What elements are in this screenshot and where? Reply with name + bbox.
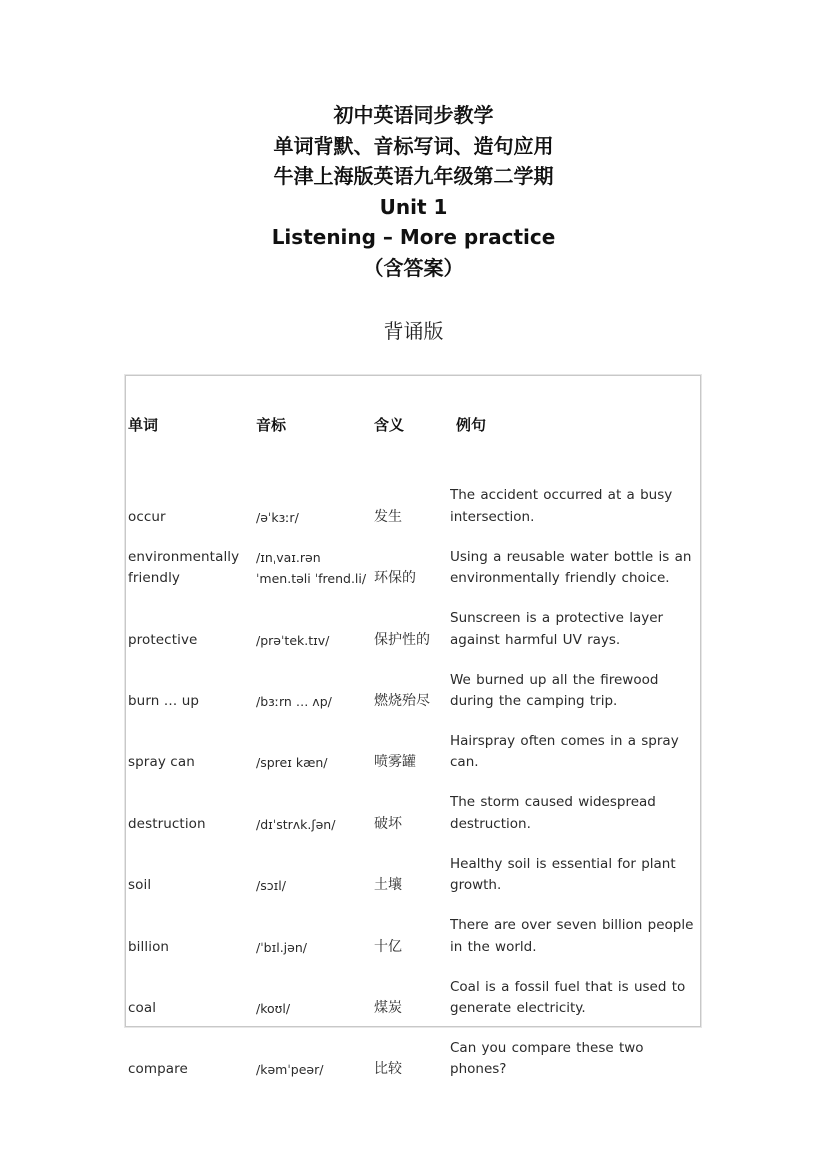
word-cell: compare bbox=[128, 1061, 188, 1078]
vocabulary-table-frame bbox=[125, 375, 701, 1078]
meaning-cell: 环保的 bbox=[374, 570, 416, 587]
phonetic-cell: /prəˈtek.tɪv/ bbox=[256, 632, 330, 648]
phonetic-cell: /bɜːrn … ʌp/ bbox=[256, 694, 332, 710]
phonetic-cell: /ˈbɪl.jən/ bbox=[256, 939, 307, 955]
word-cell: spray can bbox=[128, 754, 195, 771]
phonetic-cell: /ɪnˌvaɪ.rənˈmen.təli ˈfrend.li/ bbox=[256, 549, 367, 587]
word-cell: environmentally friendly bbox=[128, 548, 240, 587]
table-row bbox=[126, 899, 702, 960]
title-line-section: Listening – More practice bbox=[271, 225, 556, 249]
title-line-unit: Unit 1 bbox=[379, 194, 448, 219]
table-row bbox=[126, 469, 702, 530]
title-line-textbook: 牛津上海版英语九年级第二学期 bbox=[273, 164, 554, 188]
word-cell: destruction bbox=[128, 815, 206, 832]
example-cell: Using a reusable water bottle is an environmentally friendly choice. bbox=[450, 548, 692, 587]
example-cell: Hairspray often comes in a spray can. bbox=[450, 732, 679, 771]
word-cell: coal bbox=[128, 1000, 157, 1017]
example-cell: There are over seven billion people in the world. bbox=[450, 917, 694, 955]
word-cell: burn … up bbox=[128, 693, 200, 710]
meaning-cell: 破坏 bbox=[374, 815, 402, 832]
word-cell: soil bbox=[128, 877, 152, 894]
table-row bbox=[126, 715, 702, 776]
vocabulary-table bbox=[126, 376, 702, 1083]
meaning-cell: 保护性的 bbox=[374, 631, 430, 648]
table-row bbox=[126, 592, 702, 653]
title-line-course: 初中英语同步教学 bbox=[333, 103, 494, 127]
header-meaning: 含义 bbox=[374, 415, 405, 434]
word-cell: protective bbox=[128, 631, 198, 648]
phonetic-cell: /əˈkɜːr/ bbox=[256, 509, 299, 525]
table-row bbox=[126, 776, 702, 837]
version-subtitle: 背诵版 bbox=[383, 319, 444, 343]
example-cell: We burned up all the firewood during the camping trip. bbox=[450, 671, 659, 710]
title-line-answers-note: （含答案） bbox=[363, 255, 464, 280]
title-line-topic: 单词背默、音标写词、造句应用 bbox=[273, 133, 554, 158]
header-word: 单词 bbox=[128, 415, 159, 434]
phonetic-cell: /koʊl/ bbox=[256, 1001, 291, 1017]
table-row bbox=[126, 837, 702, 898]
example-cell: Can you compare these two phones? bbox=[450, 1039, 644, 1078]
meaning-cell: 喷雾罐 bbox=[374, 754, 416, 771]
meaning-cell: 比较 bbox=[374, 1061, 402, 1078]
phonetic-cell: /dɪˈstrʌk.ʃən/ bbox=[256, 816, 336, 832]
meaning-cell: 煤炭 bbox=[374, 1000, 402, 1017]
table-row bbox=[126, 1022, 702, 1083]
table-row bbox=[126, 960, 702, 1021]
example-cell: The accident occurred at a busy intersection. bbox=[450, 487, 673, 525]
header-phonetic: 音标 bbox=[256, 415, 287, 434]
meaning-cell: 十亿 bbox=[374, 938, 402, 955]
example-cell: Coal is a fossil fuel that is used to generate electricity. bbox=[450, 978, 686, 1017]
example-cell: The storm caused widespread destruction. bbox=[450, 794, 656, 832]
phonetic-cell: /sɔɪl/ bbox=[256, 878, 286, 894]
header-example: 例句 bbox=[456, 415, 487, 434]
example-cell: Healthy soil is essential for plant growth. bbox=[450, 855, 676, 894]
phonetic-cell: /kəmˈpeər/ bbox=[256, 1062, 324, 1078]
phonetic-cell: /spreɪ kæn/ bbox=[256, 755, 328, 771]
table-row bbox=[126, 530, 702, 591]
table-header-row bbox=[126, 376, 702, 469]
document-title bbox=[0, 100, 827, 283]
table-row bbox=[126, 653, 702, 714]
example-cell: Sunscreen is a protective layer against harmful UV rays. bbox=[450, 610, 664, 648]
word-cell: occur bbox=[128, 508, 166, 525]
meaning-cell: 发生 bbox=[374, 508, 402, 525]
meaning-cell: 土壤 bbox=[374, 877, 402, 894]
word-cell: billion bbox=[128, 938, 170, 955]
meaning-cell: 燃烧殆尽 bbox=[374, 693, 430, 710]
